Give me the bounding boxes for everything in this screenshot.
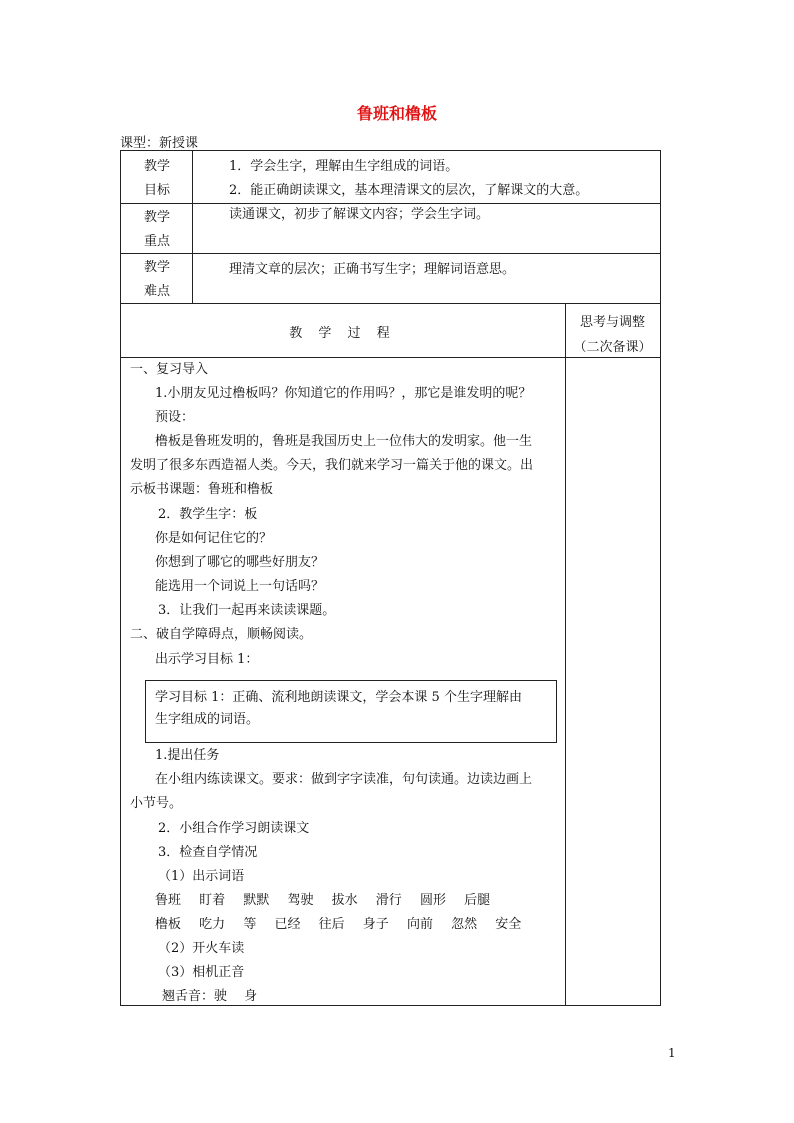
vocab-word: 拔水 xyxy=(331,893,358,908)
process-line: 1.提出任务 xyxy=(155,748,220,763)
page-number: 1 xyxy=(668,1046,676,1060)
vocab-word: 已经 xyxy=(274,917,301,932)
goals-label-line2: 目标 xyxy=(143,183,170,198)
key-points-label xyxy=(121,206,193,254)
vocab-word: 圆形 xyxy=(419,893,446,908)
vocab-word: 吃力 xyxy=(199,917,226,932)
section-heading: 一、复习导入 xyxy=(130,362,209,377)
process-line: 翘舌音：驶 身 xyxy=(162,989,258,1004)
vocab-word: 忽然 xyxy=(451,917,478,932)
section-heading: 二、破自学障碍点，顺畅阅读。 xyxy=(130,627,313,642)
adjust-column-title xyxy=(565,310,660,360)
lesson-info-table xyxy=(120,150,661,304)
goal-item-2: 2．能正确朗读课文，基本理清课文的层次，了解课文的大意。 xyxy=(229,183,589,198)
lesson-type: 课型：新授课 xyxy=(120,136,199,151)
vocab-word: 鲁班 xyxy=(155,893,182,908)
process-line: 橹板是鲁班发明的，鲁班是我国历史上一位伟大的发明家。他一生 xyxy=(155,434,533,449)
vocab-word: 安全 xyxy=(495,917,522,932)
process-line: 2．小组合作学习朗读课文 xyxy=(158,821,310,836)
vocabulary-row-2 xyxy=(155,915,535,935)
process-line: （2）开火车读 xyxy=(158,941,245,956)
key-points-label-line2: 重点 xyxy=(143,234,170,249)
goal-box-line: 生字组成的词语。 xyxy=(155,712,260,727)
adjust-column-divider xyxy=(565,304,566,1006)
vocab-word: 橹板 xyxy=(155,917,182,932)
difficulties-label-line2: 难点 xyxy=(143,284,170,299)
process-line: 你是如何记住它的？ xyxy=(155,531,273,546)
vocab-word: 等 xyxy=(243,917,257,932)
process-line: 发明了很多东西造福人类。今天，我们就来学习一篇关于他的课文。出 xyxy=(130,458,534,473)
goals-label xyxy=(121,155,193,203)
process-line: 3．检查自学情况 xyxy=(158,845,258,860)
process-line: 你想到了哪它的哪些好朋友？ xyxy=(155,555,325,570)
vocab-word: 滑行 xyxy=(375,893,402,908)
vocab-word: 驾驶 xyxy=(287,893,314,908)
row-divider xyxy=(121,253,661,254)
adjust-title-line1: 思考与调整 xyxy=(579,315,645,330)
process-line: 1.小朋友见过橹板吗？你知道它的作用吗？，那它是谁发明的呢？ xyxy=(155,386,532,401)
goal-item-1: 1．学会生字，理解由生字组成的词语。 xyxy=(229,159,459,174)
adjust-title-line2: （二次备课） xyxy=(573,340,652,355)
difficulties-label-line1: 教学 xyxy=(143,260,170,275)
difficulties-text: 理清文章的层次；正确书写生字；理解词语意思。 xyxy=(229,262,516,277)
difficulties-label xyxy=(121,256,193,304)
vocab-word: 默默 xyxy=(243,893,270,908)
process-line: 预设： xyxy=(155,410,195,425)
process-title: 教 学 过 程 xyxy=(289,326,396,341)
process-line: 在小组内练读课文。要求：做到字字读准，句句读通。边读边画上 xyxy=(155,772,533,787)
process-line: 3．让我们一起再来读读课题。 xyxy=(158,603,336,618)
vocab-word: 向前 xyxy=(406,917,433,932)
vocab-word: 盯着 xyxy=(199,893,226,908)
document-title: 鲁班和橹板 xyxy=(356,104,437,123)
process-line: 小节号。 xyxy=(130,796,183,811)
process-line: （1）出示词语 xyxy=(158,869,245,884)
goal-box-line: 学习目标 1：正确、流利地朗读课文，学会本课 5 个生字理解由 xyxy=(155,690,522,705)
process-line: 2．教学生字：板 xyxy=(158,507,258,522)
key-points-text: 读通课文，初步了解课文内容；学会生字词。 xyxy=(229,207,490,222)
process-line: （3）相机正音 xyxy=(158,965,245,980)
process-line: 能选用一个词说上一句话吗？ xyxy=(155,579,325,594)
process-line: 示板书课题：鲁班和橹板 xyxy=(130,482,274,497)
goals-label-line1: 教学 xyxy=(143,159,170,174)
vocabulary-row-1 xyxy=(155,891,504,911)
key-points-label-line1: 教学 xyxy=(143,210,170,225)
vocab-word: 后腿 xyxy=(464,893,491,908)
process-line: 出示学习目标 1： xyxy=(155,652,259,667)
vocab-word: 身子 xyxy=(362,917,389,932)
vocab-word: 往后 xyxy=(318,917,345,932)
